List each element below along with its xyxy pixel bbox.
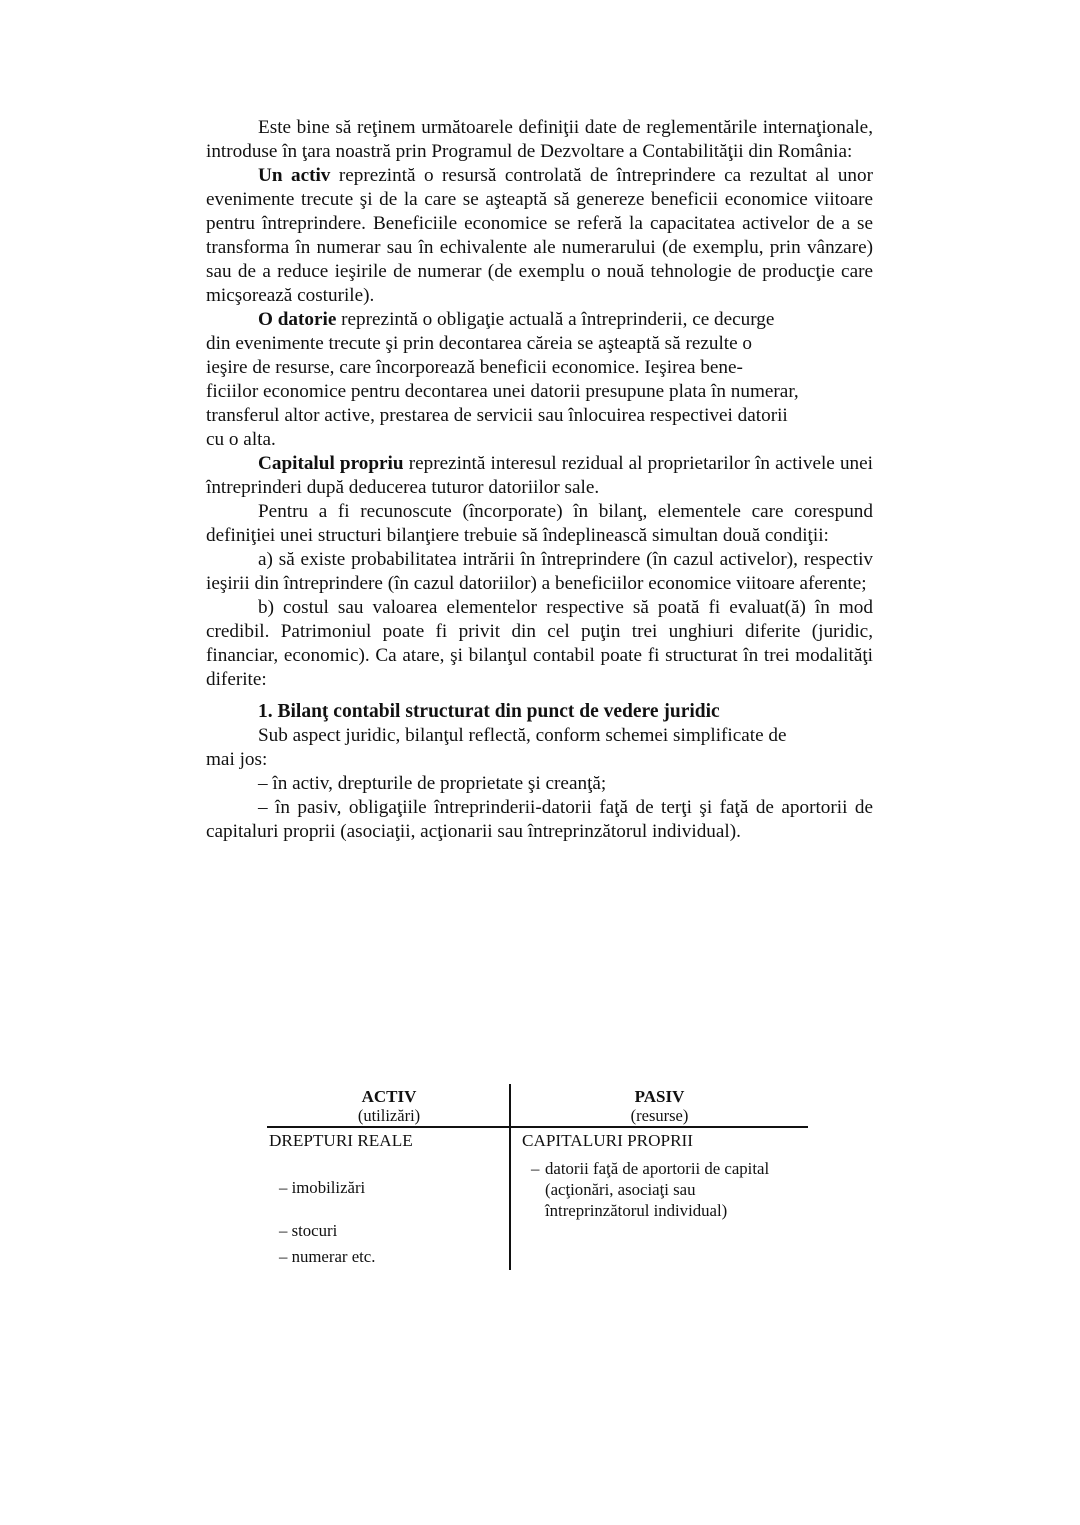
capital-definition-text: reprezintă interesul rezidual al proprietarilor în activele unei întreprinderi după deducerea tuturor datoriilor sale. [206,453,873,498]
pasiv-section-label: CAPITALURI PROPRII [522,1131,693,1150]
bullet-pasiv: – în pasiv, obligaţiile întreprinderii-datorii faţă de terţi şi faţă de aportorii de capitaluri proprii (asociaţii, acţionarii sau întreprinzătorul individual). [206,797,873,842]
datorie-line-5: transferul altor active, prestarea de servicii sau înlocuirea respectivei datorii [206,405,788,426]
activ-subtitle: (utilizări) [357,1106,421,1125]
condition-b-paragraph: b) costul sau valoarea elementelor respective să poată fi evaluat(ă) în mod credibil. Patrimoniul poate fi privit din cel puţin trei unghiuri diferite (juridic, financiar, economic). Ca atare, şi bilanţul contabil poate fi structurat în trei modalităţi diferite: [206,597,873,690]
datorie-line-6: cu o alta. [206,429,276,450]
section-heading-juridic: 1. Bilanţ contabil structurat din punct de vedere juridic [258,701,720,722]
activ-term: Un activ [258,165,331,186]
pasiv-item-line-2: (acţionări, asociaţi sau [545,1180,696,1199]
activ-section-label: DREPTURI REALE [269,1131,413,1150]
activ-definition-paragraph [206,164,873,308]
bullet-activ: – în activ, drepturile de proprietate şi creanţă; [258,773,607,794]
datorie-line-3: ieşire de resurse, care încorporează beneficii economice. Ieşirea bene- [206,357,743,378]
pasiv-subtitle: (resurse) [630,1106,689,1125]
activ-item-stocuri: – stocuri [279,1221,338,1240]
pasiv-title: PASIV [634,1087,685,1106]
condition-a-paragraph: a) să existe probabilitatea intrării în întreprindere (în cazul activelor), respectiv ieşirii din întreprindere (în cazul datoriilor) a beneficiilor economice viitoare aferente; [206,549,873,594]
pasiv-item-line-3: întreprinzătorul individual) [545,1201,728,1220]
datorie-line-1-text: reprezintă o obligaţie actuală a întreprinderii, ce decurge [336,309,775,330]
juridic-intro-paragraph [206,724,873,772]
pasiv-item-datorii-aportori [531,1158,801,1221]
capital-definition-paragraph [206,452,873,500]
recognition-paragraph: Pentru a fi recunoscute (încorporate) în bilanţ, elementele care corespund definiţiei unei structuri bilanţiere trebuie să îndeplinească simultan două condiţii: [206,501,873,546]
t-account-horizontal-divider [267,1126,808,1128]
datorie-definition-paragraph [206,308,873,452]
datorie-line-2: din evenimente trecute şi prin decontarea căreia se aşteaptă să rezulte o [206,333,753,354]
t-account-balance-sheet [267,1084,808,1274]
datorie-term: O datorie [258,309,337,330]
activ-definition-text: reprezintă o resursă controlată de întreprindere ca rezultat al unor evenimente trecute şi de la care se aşteaptă să genereze beneficii economice viitoare pentru întreprindere. Beneficiile economice se referă la capacitatea activelor de a se transforma în numerar sau în echivalente ale numerarului (de exemplu, prin vânzare) sau de a reduce ieşirile de numerar (de exemplu o nouă tehnologie de producţie care micşorează costurile). [206,165,873,306]
pasiv-item-line-1: datorii faţă de aportorii de capital [545,1159,770,1178]
activ-title: ACTIV [361,1087,417,1106]
activ-header [267,1087,509,1125]
activ-item-numerar: – numerar etc. [279,1247,376,1266]
pasiv-header [511,1087,808,1125]
pasiv-item-dash: – [531,1159,540,1178]
juridic-line-1: Sub aspect juridic, bilanţul reflectă, conform schemei simplificate de [258,725,787,746]
activ-item-imobilizari: – imobilizări [279,1178,366,1197]
capital-term: Capitalul propriu [258,453,404,474]
datorie-line-1 [206,308,873,332]
document-body [206,116,873,844]
datorie-line-4: ficiilor economice pentru decontarea unei datorii presupune plata în numerar, [206,381,799,402]
juridic-line-2: mai jos: [206,749,268,770]
intro-paragraph: Este bine să reţinem următoarele definiţii date de reglementările internaţionale, introduse în ţara noastră prin Programul de Dezvoltare a Contabilităţii din România: [206,117,873,162]
